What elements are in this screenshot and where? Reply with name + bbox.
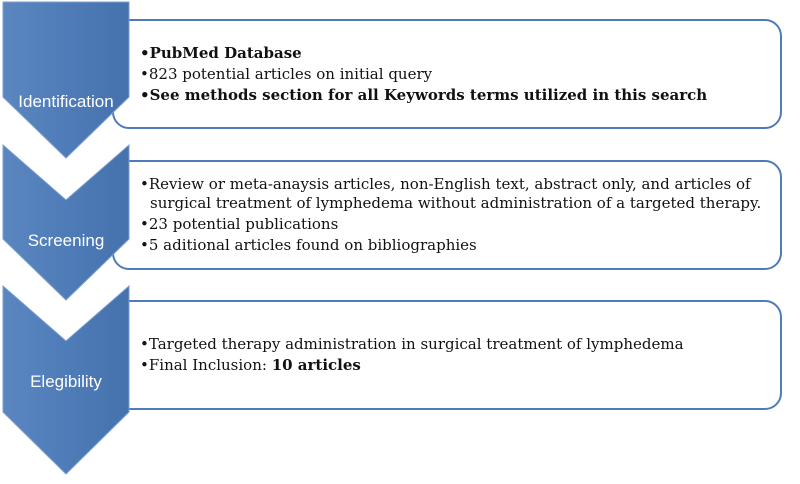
list-item: •Final Inclusion: 10 articles — [140, 356, 361, 374]
screening-label: Screening — [27, 231, 105, 250]
list-item: •PubMed Database — [140, 43, 302, 62]
list-item: •23 potential publications — [140, 215, 339, 233]
eligibility-box — [128, 303, 778, 407]
final-count: 10 articles — [271, 356, 361, 374]
item-text: See methods section for all Keywords terms utilized in this search — [149, 85, 708, 104]
list-item: •5 aditional articles found on bibliographies — [140, 236, 477, 254]
item-text: PubMed Database — [149, 43, 302, 62]
item-text: Targeted therapy administration in surgical treatment of lymphedema — [148, 335, 684, 353]
identification-list — [140, 44, 707, 105]
identification-box — [128, 22, 778, 126]
list-item: •823 potential articles on initial query — [140, 64, 433, 83]
item-text: 5 aditional articles found on bibliographies — [148, 236, 477, 254]
list-item: •Targeted therapy administration in surgical treatment of lymphedema — [140, 335, 684, 353]
identification-chevron — [3, 2, 129, 158]
item-text: 23 potential publications — [148, 215, 339, 233]
screening-chevron — [3, 145, 129, 300]
list-item: •See methods section for all Keywords terms utilized in this search — [140, 85, 708, 104]
screening-box — [128, 163, 778, 267]
item-text: Review or meta-anaysis articles, non-English text, abstract only, and articles of surgical treatment of lymphedema without administration of a targeted therapy. — [148, 175, 762, 212]
list-item: •Review or meta-anaysis articles, non-English text, abstract only, and articles of surgical treatment of lymphedema without administration of a targeted therapy. — [140, 175, 762, 212]
eligibility-list — [140, 335, 684, 375]
identification-label: Identification — [18, 92, 114, 111]
eligibility-label: Elegibility — [30, 372, 102, 391]
screening-list — [140, 175, 778, 255]
item-text: 823 potential articles on initial query — [148, 64, 433, 83]
item-text: Final Inclusion: — [148, 356, 272, 374]
